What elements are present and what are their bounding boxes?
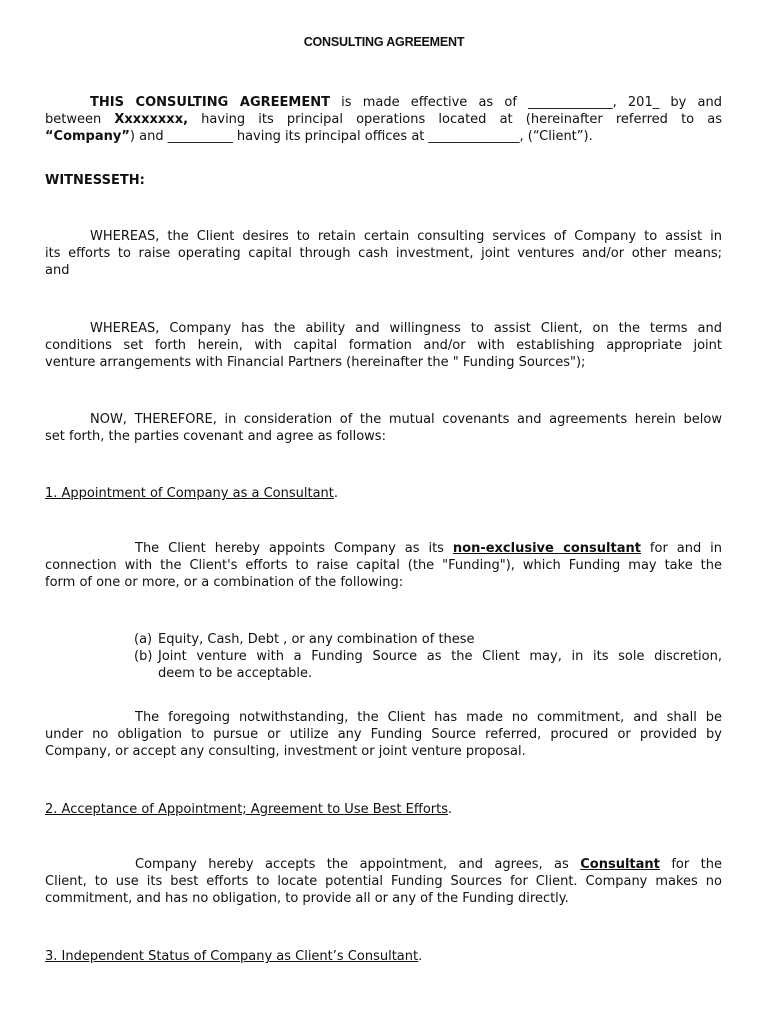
non-exclusive-consultant-term: non-exclusive consultant bbox=[452, 541, 641, 556]
intro-line-2: between Xxxxxxxx, having its principal operations located at (hereinafter referred to as bbox=[45, 112, 722, 127]
intro-paragraph bbox=[45, 94, 722, 145]
whereas-paragraph-2: WHEREAS, Company has the ability and willingness to assist Client, on the terms and conditions set forth herein, with capital formation and/or with establishing appropriate joint venture arrangements with Financial Partners (hereinafter the " Funding Sources"); bbox=[45, 321, 722, 370]
section-1-paragraph: The Client hereby appoints Company as its non-exclusive consultant for and in connection with the Client's efforts to raise capital (the "Funding"), which Funding may take the form of one or more, or a combination of the following: bbox=[45, 541, 722, 590]
section-2-paragraph: Company hereby accepts the appointment, and agrees, as Consultant for the Client, to use its best efforts to locate potential Funding Sources for Client. Company makes no commitment, and has no obligation, to provide all or any of the Funding directly. bbox=[45, 857, 722, 906]
list-item: (a) Equity, Cash, Debt , or any combination of these bbox=[134, 632, 475, 647]
intro-line-3: “Company”) and __________ having its principal offices at ______________, (“Client”). bbox=[45, 129, 593, 144]
agreement-name: THIS CONSULTING AGREEMENT bbox=[90, 95, 330, 110]
company-term: “Company” bbox=[45, 129, 130, 144]
funding-options-list bbox=[134, 631, 722, 682]
section-1-paragraph-2: The foregoing notwithstanding, the Client has made no commitment, and shall be under no obligation to pursue or utilize any Funding Source referred, procured or provided by Company, or accept any consulting, investment or joint venture proposal. bbox=[45, 710, 722, 759]
section-2-heading: 2. Acceptance of Appointment; Agreement to Use Best Efforts. bbox=[45, 802, 453, 817]
now-therefore-paragraph: NOW, THEREFORE, in consideration of the mutual covenants and agreements herein below set forth, the parties covenant and agree as follows: bbox=[45, 412, 722, 444]
party-name: Xxxxxxxx, bbox=[114, 112, 189, 127]
intro-line-1: THIS CONSULTING AGREEMENT is made effective as of _____________, 201_ by and bbox=[90, 95, 722, 110]
consultant-term: Consultant bbox=[580, 857, 660, 872]
document-title: CONSULTING AGREEMENT bbox=[303, 35, 465, 49]
list-item-continuation: deem to be acceptable. bbox=[158, 666, 313, 681]
whereas-paragraph-1: WHEREAS, the Client desires to retain certain consulting services of Company to assist in its efforts to raise operating capital through cash investment, joint ventures and/or other means; and bbox=[45, 229, 722, 278]
section-3-heading: 3. Independent Status of Company as Client’s Consultant. bbox=[45, 949, 423, 964]
witnesseth-heading: WITNESSETH: bbox=[45, 173, 145, 188]
section-1-heading: 1. Appointment of Company as a Consultant. bbox=[45, 486, 339, 501]
list-item: (b) Joint venture with a Funding Source as the Client may, in its sole discretion, bbox=[134, 649, 722, 664]
